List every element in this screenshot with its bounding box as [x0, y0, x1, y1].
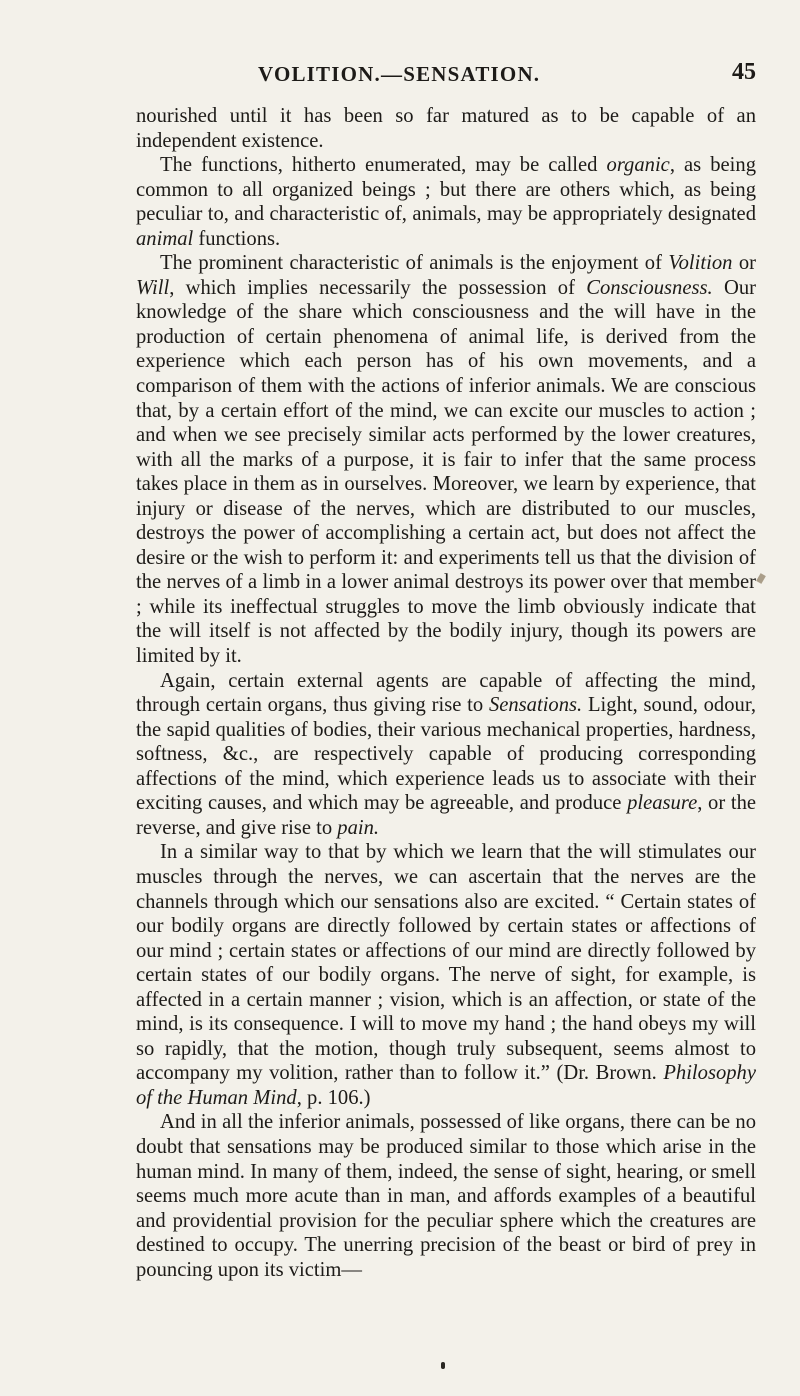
italic-term: Will — [136, 276, 170, 299]
running-title: VOLITION.—SENSATION. — [258, 62, 541, 86]
text-run: , or the reverse, and give rise to — [136, 792, 757, 839]
text-run: nourished until it has been so far matured as to be capable of an independent existence. — [136, 105, 756, 152]
italic-term: Sensations. — [488, 694, 583, 717]
italic-term: pleasure — [627, 792, 698, 815]
margin-mark — [756, 573, 766, 584]
text-run: Again, certain external agents are capable of affecting the mind, through certain organs, thus giving rise to — [136, 669, 756, 717]
italic-term: animal — [136, 227, 194, 250]
page-bottom-mark — [441, 1362, 445, 1369]
text-run: functions. — [193, 227, 281, 250]
text-run: The functions, hitherto enumerated, may be called — [160, 154, 607, 177]
text-run: or — [732, 252, 756, 275]
text-run: The prominent characteristic of animals is the enjoyment of — [160, 252, 669, 275]
text-run: And in all the inferior animals, possessed of like organs, there can be no doubt that sensations may be produced similar to those which arise in the human mind. In many of them, indeed, the sense of sight, hearing, or smell seems much more acute than in man, and affords examples of a beautiful and providential provision for the peculiar sphere which the creatures are destined to occupy. The unerring precision of the beast or bird of prey in pouncing upon its victim— — [136, 1111, 756, 1281]
italic-term: Consciousness. — [586, 276, 713, 299]
page-number: 45 — [732, 59, 756, 85]
text-run: , which implies necessarily the possession of — [169, 276, 587, 299]
paragraph-p2 — [136, 153, 756, 251]
text-run: Our knowledge of the share which consciousness and the will have in the production of certain phenomena of animal life, is derived from the experience which each person has of his own movements, and a comparison of them with the actions of inferior animals. We are conscious that, by a certain effort of the mind, we can excite our muscles to action ; and when we see precisely similar acts performed by the lower creatures, with all the marks of a purpose, it is fair to infer that the same process takes place in them as in ourselves. Moreover, we learn by experience, that injury or disease of the nerves, which are distributed to our muscles, destroys the power of accomplishing a certain act, but does not affect the desire or the wish to perform it: and experiments tell us that the division of the nerves of a limb in a lower animal destroys its power over that member ; while its ineffectual struggles to move the limb obviously indicate that the will itself is not affected by the bodily injury, though its powers are limited by it. — [136, 276, 756, 668]
running-head — [136, 59, 756, 92]
italic-term: pain. — [337, 816, 380, 839]
text-run: In a similar way to that by which we learn that the will stimulates our muscles through the nerves, we can ascertain that the nerves are the channels through which our sensations also are excited. “ Certain states of our bodily organs are directly followed by certain states or affections of our mind ; certain states or affections of our mind are directly followed by certain states of our bodily organs. The nerve of sight, for example, is affected in a certain manner ; vision, which is an affection, or state of the mind, is its consequence. I will to move my hand ; the hand obeys my will so rapidly, that the motion, though truly subsequent, seems almost to accompany my volition, rather than to follow it.” (Dr. Brown. — [136, 841, 756, 1085]
paragraph-p6 — [136, 1110, 756, 1282]
body-text — [136, 104, 756, 1282]
text-run: Light, sound, odour, the sapid qualities of bodies, their various mechanical properties, hardness, softness, &c., are respectively capable of producing corresponding affections of the mind, which experience leads us to associate with their exciting causes, and which may be agreeable, and produce — [136, 694, 757, 815]
paragraph-p1 — [136, 104, 756, 153]
text-run: , p. 106.) — [296, 1086, 371, 1109]
italic-term: Volition — [668, 252, 733, 275]
text-run: , as being common to all organized beings ; but there are others which, as being peculiar to, and characteristic of, animals, may be appropriately designated — [136, 154, 756, 226]
paragraph-p5 — [136, 840, 756, 1110]
paragraph-p4 — [136, 669, 756, 841]
italic-term: organic — [606, 154, 670, 177]
paragraph-p3 — [136, 251, 756, 668]
italic-term: Philosophy of the Human Mind — [136, 1062, 756, 1109]
